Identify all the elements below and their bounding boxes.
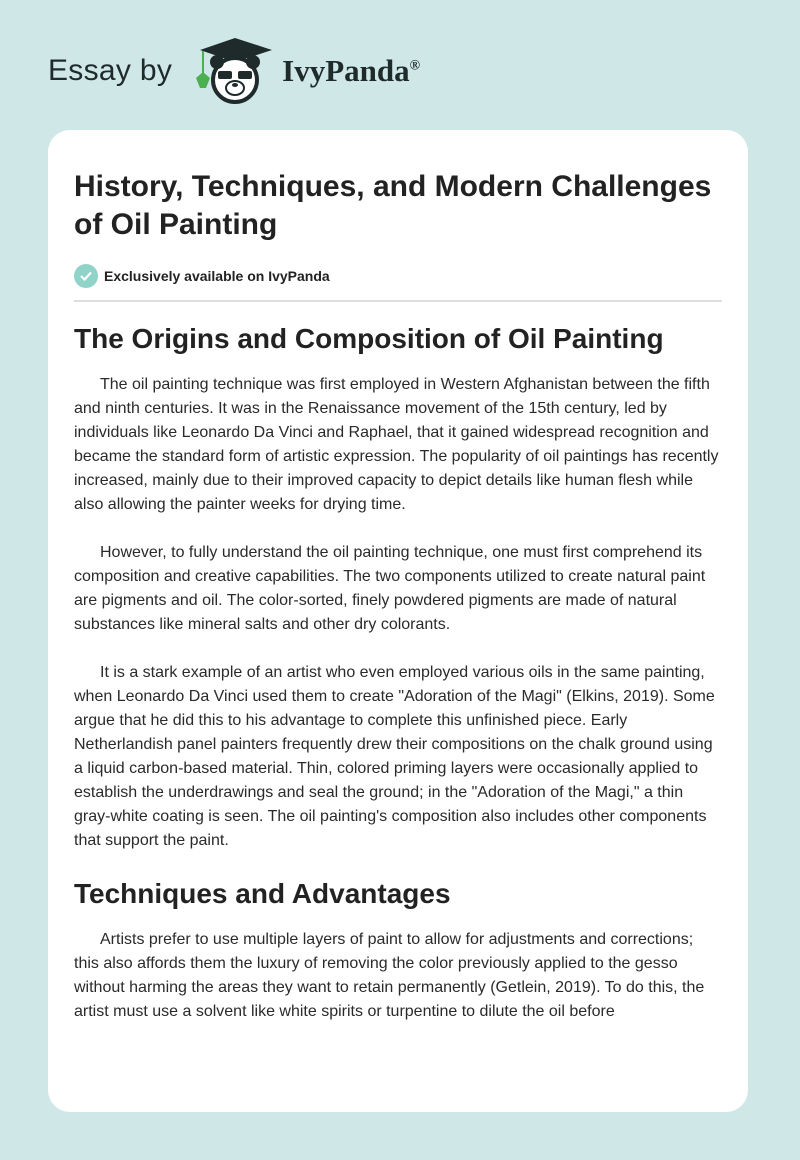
section-heading: Techniques and Advantages bbox=[74, 878, 451, 909]
exclusive-text: Exclusively available on IvyPanda bbox=[104, 268, 330, 284]
header bbox=[48, 36, 420, 106]
paragraph: The oil painting technique was first employed in Western Afghanistan between the fifth and ninth centuries. It was in the Renaissance movement of the 15th century, led by individuals like Leonardo Da Vinci and Raphael, that it gained widespread recognition and became the standard form of artistic expression. The popularity of oil paintings has recently increased, mainly due to their improved capacity to depict details like human flesh while also allowing the painter weeks for drying time. bbox=[74, 376, 719, 513]
essay-by-label: Essay by bbox=[48, 54, 173, 87]
section-heading: The Origins and Composition of Oil Painting bbox=[74, 323, 664, 354]
paragraph: However, to fully understand the oil painting technique, one must first comprehend its composition and creative capabilities. The two components utilized to create natural paint are pigments and oil. The color-sorted, finely powdered pigments are made of natural substances like mineral salts and other dry colorants. bbox=[74, 544, 706, 633]
exclusive-badge bbox=[74, 264, 722, 288]
ivypanda-logo-icon bbox=[190, 36, 280, 106]
paragraph: It is a stark example of an artist who even employed various oils in the same painting, when Leonardo Da Vinci used them to create "Adoration of the Magi" (Elkins, 2019). Some argue that he did this to his advantage to complete this unfinished piece. Early Netherlandish panel painters frequently drew their compositions on the chalk ground using a liquid carbon-based material. Thin, colored priming layers were occasionally applied to establish the underdrawings and seal the ground; in the "Adoration of the Magi," a thin gray-white coating is seen. The oil painting's composition also includes other components that support the paint. bbox=[74, 664, 715, 849]
paragraph: Artists prefer to use multiple layers of paint to allow for adjustments and corrections; this also affords them the luxury of removing the color previously applied to the gesso without harming the areas they want to retain permanently (Getlein, 2019). To do this, the artist must use a solvent like white spirits or turpentine to dilute the oil before bbox=[74, 931, 705, 1020]
brand-name: IvyPanda® bbox=[282, 53, 421, 88]
divider bbox=[74, 300, 722, 302]
essay-title: History, Techniques, and Modern Challenges of Oil Painting bbox=[74, 170, 712, 241]
essay-card bbox=[48, 130, 748, 1112]
check-icon bbox=[74, 264, 98, 288]
